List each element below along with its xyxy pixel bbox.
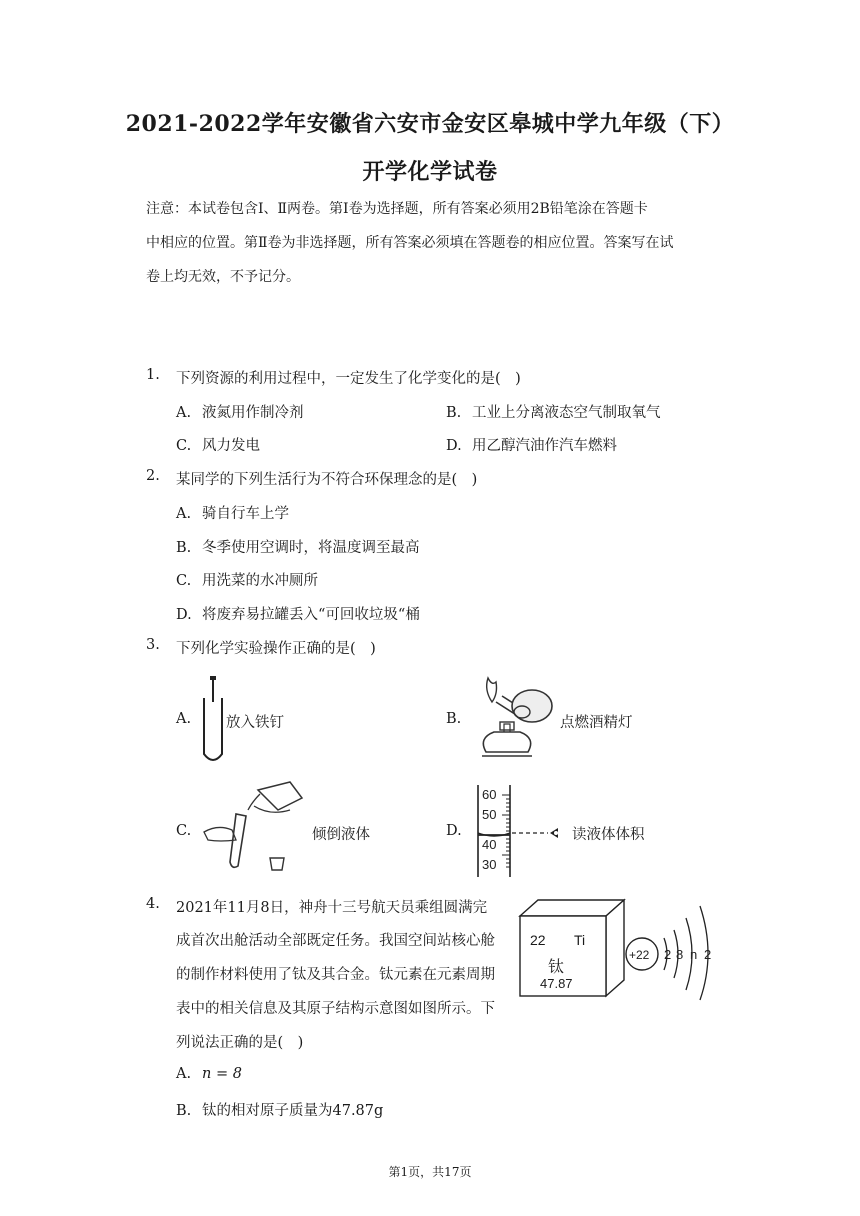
question-number: 3. (146, 637, 160, 653)
option-d (176, 603, 420, 624)
shell-electron-count: n (690, 947, 698, 962)
test-tube-nail-illustration (198, 676, 228, 766)
option-d-text: 读液体体积 (572, 827, 645, 843)
notice-line-3: 卷上均无效，不予记分。 (146, 269, 300, 285)
option-text: n = 8 (202, 1066, 242, 1082)
cylinder-tick-label: 40 (482, 837, 497, 852)
question-number: 4. (146, 896, 160, 912)
element-symbol: Ti (574, 932, 586, 948)
cylinder-tick-label: 60 (482, 787, 497, 802)
option-label: A. (176, 405, 192, 421)
page-subtitle: 开学化学试卷 (362, 159, 498, 185)
shell-electron-count: 2 (664, 947, 672, 962)
option-d (446, 434, 617, 455)
option-label: B. (176, 1103, 192, 1119)
option-text: 用洗菜的水冲厕所 (202, 573, 318, 589)
option-label: C. (176, 573, 192, 589)
question-number: 2. (146, 468, 160, 484)
option-c-label: C. (176, 823, 192, 839)
option-c (176, 569, 318, 590)
option-a-label: A. (176, 711, 192, 727)
option-a (176, 401, 304, 422)
option-label: D. (446, 438, 462, 454)
option-label: A. (176, 1066, 192, 1082)
option-text: 钛的相对原子质量为47.87g (202, 1103, 384, 1119)
atomic-number: 22 (530, 932, 546, 948)
page-footer: 第1页，共17页 (388, 1165, 472, 1179)
option-text: 冬季使用空调时，将温度调至最高 (202, 540, 420, 556)
measuring-cylinder-illustration (476, 783, 576, 879)
option-text: 骑自行车上学 (202, 506, 289, 522)
option-a-text: 放入铁钉 (226, 715, 284, 731)
option-label: A. (176, 506, 192, 522)
question-stem-line: 成首次出舱活动全部既定任务。我国空间站核心舱 (176, 933, 495, 949)
question-stem: 下列化学实验操作正确的是( ) (176, 641, 376, 657)
question-stem: 某同学的下列生活行为不符合环保理念的是( ) (176, 472, 478, 488)
option-b-label: B. (446, 711, 462, 727)
question-stem: 下列资源的利用过程中，一定发生了化学变化的是( ) (176, 371, 521, 387)
pouring-liquid-illustration (198, 780, 308, 876)
question-stem-line: 列说法正确的是( ) (176, 1035, 304, 1051)
option-label: D. (176, 607, 192, 623)
option-a (176, 1066, 242, 1082)
option-c (176, 434, 260, 455)
option-label: B. (176, 540, 192, 556)
option-a (176, 502, 289, 523)
alcohol-lamp-illustration (474, 672, 556, 764)
cylinder-tick-label: 50 (482, 807, 497, 822)
nucleus-charge: +22 (629, 948, 650, 962)
option-b (176, 1099, 383, 1120)
notice-line-2: 中相应的位置。第Ⅱ卷为非选择题，所有答案必须填在答题卷的相应位置。答案写在试 (146, 235, 674, 251)
option-b-text: 点燃酒精灯 (560, 715, 633, 731)
option-text: 用乙醇汽油作汽车燃料 (472, 438, 617, 454)
question-stem-line: 的制作材料使用了钛及其合金。钛元素在元素周期 (176, 967, 495, 983)
option-text: 将废弃易拉罐丢入“可回收垃圾“桶 (202, 607, 420, 623)
atom-structure-diagram (624, 892, 724, 1002)
periodic-element-cube (518, 898, 628, 998)
question-number: 1. (146, 367, 160, 383)
option-label: C. (176, 438, 192, 454)
option-d-label: D. (446, 823, 462, 839)
page-title: 2021-2022学年安徽省六安市金安区皋城中学九年级（下） (125, 111, 735, 137)
shell-electron-count: 2 (704, 947, 712, 962)
element-name: 钛 (548, 957, 565, 976)
question-stem-line: 表中的相关信息及其原子结构示意图如图所示。下 (176, 1001, 495, 1017)
question-stem-line: 2021年11月8日，神舟十三号航天员乘组圆满完 (176, 900, 488, 916)
option-b (446, 401, 661, 422)
atomic-mass: 47.87 (540, 976, 573, 991)
option-text: 工业上分离液态空气制取氧气 (472, 405, 661, 421)
option-text: 风力发电 (202, 438, 260, 454)
option-b (176, 536, 420, 557)
shell-electron-count: 8 (676, 947, 684, 962)
option-text: 液氮用作制冷剂 (202, 405, 304, 421)
option-c-text: 倾倒液体 (312, 827, 370, 843)
option-label: B. (446, 405, 462, 421)
cylinder-tick-label: 30 (482, 857, 497, 872)
notice-line-1: 注意：本试卷包含Ⅰ、Ⅱ两卷。第Ⅰ卷为选择题，所有答案必须用2B铅笔涂在答题卡 (146, 201, 648, 217)
